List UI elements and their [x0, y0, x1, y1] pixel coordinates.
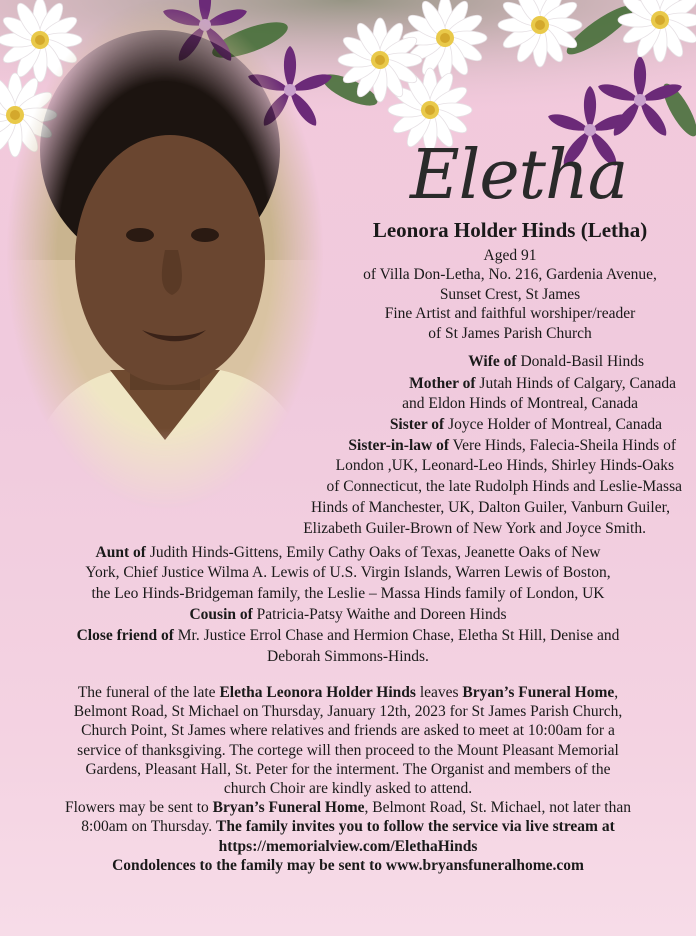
role-line-2: of St James Parish Church [428, 324, 592, 342]
friend-line-1: Close friend of Mr. Justice Errol Chase and Hermion Chase, Eletha St Hill, Denise and [76, 627, 620, 644]
address-line-1: of Villa Don-Letha, No. 216, Gardenia Avenue, [363, 266, 657, 284]
aunt-line-1: Aunt of Judith Hinds-Gittens, Emily Cathy Oaks of Texas, Jeanette Oaks of New [95, 544, 601, 561]
role-line-1: Fine Artist and faithful worshiper/reader [384, 305, 636, 323]
funeral-notice [0, 683, 696, 875]
mother-line-1: Mother of Jutah Hinds of Calgary, Canada [409, 375, 676, 392]
friend-line-2: Deborah Simmons-Hinds. [267, 648, 429, 665]
portrait-photo [0, 0, 330, 510]
sister-in-law-line-2: London ,UK, Leonard-Leo Hinds, Shirley Hinds-Oaks [335, 457, 674, 474]
funeral-line-6: church Choir are kindly asked to attend. [223, 780, 473, 798]
wife-line: Wife of Donald-Basil Hinds [468, 353, 644, 370]
flowers-line: Flowers may be sent to Bryan’s Funeral Home, Belmont Road, St. Michael, not later than [65, 799, 631, 817]
sister-in-law-line-4: Hinds of Manchester, UK, Dalton Guiler, Vanburn Guiler, [310, 499, 670, 516]
mother-line-2: and Eldon Hinds of Montreal, Canada [402, 395, 638, 412]
livestream-line: 8:00am on Thursday. The family invites you to follow the service via live stream at [81, 818, 615, 836]
sister-in-law-line-1: Sister-in-law of Vere Hinds, Falecia-Sheila Hinds of [348, 437, 676, 454]
livestream-url[interactable]: https://memorialview.com/ElethaHinds [218, 837, 478, 855]
sister-line: Sister of Joyce Holder of Montreal, Canada [389, 416, 662, 433]
sister-in-law-line-5: Elizabeth Guiler-Brown of New York and Joyce Smith. [303, 520, 646, 537]
age: Aged 91 [483, 247, 537, 264]
script-name-title: Eletha [410, 136, 628, 215]
condolences-line: Condolences to the family may be sent to www.bryansfuneralhome.com [112, 856, 584, 874]
funeral-line-1: The funeral of the late Eletha Leonora Holder Hinds leaves Bryan’s Funeral Home, [77, 684, 619, 701]
bio-block [330, 246, 690, 343]
aunt-line-2: York, Chief Justice Wilma A. Lewis of U.S. Virgin Islands, Warren Lewis of Boston, [85, 564, 611, 581]
funeral-line-2: Belmont Road, St Michael on Thursday, January 12th, 2023 for St James Parish Church, [73, 703, 623, 721]
address-line-2: Sunset Crest, St James [439, 285, 581, 303]
funeral-line-4: service of thanksgiving. The cortege will then proceed to the Mount Pleasant Memorial [77, 741, 619, 759]
aunt-line-3: the Leo Hinds-Bridgeman family, the Leslie – Massa Hinds family of London, UK [91, 585, 605, 602]
full-name: Leonora Holder Hinds (Letha) [372, 218, 648, 242]
cousin-line: Cousin of Patricia-Patsy Waithe and Doreen Hinds [189, 606, 507, 623]
sister-in-law-line-3: of Connecticut, the late Rudolph Hinds and Leslie-Massa [326, 478, 682, 495]
funeral-line-3: Church Point, St James where relatives and friends are asked to meet at 10:00am for a [81, 722, 615, 740]
funeral-line-5: Gardens, Pleasant Hall, St. Peter for the interment. The Organist and members of the [85, 760, 611, 778]
